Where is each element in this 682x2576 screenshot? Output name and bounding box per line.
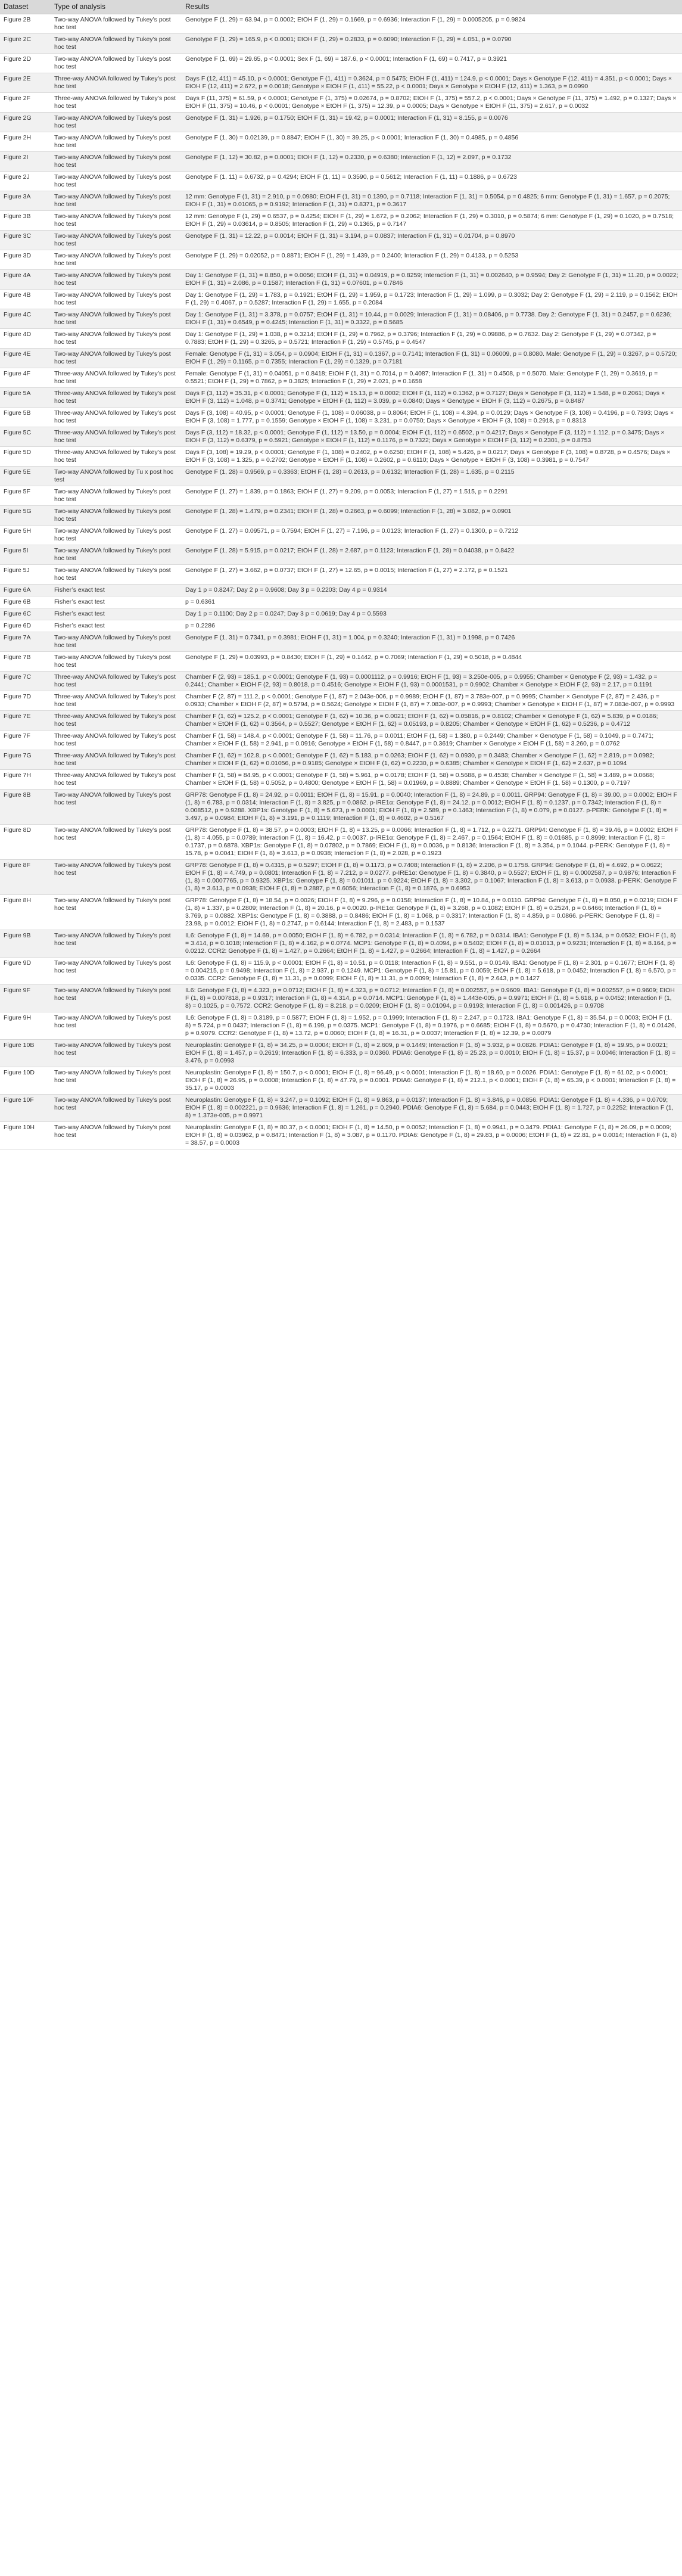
table-row <box>0 486 682 506</box>
cell-results: Day 1: Genotype F (1, 31) = 3.378, p = 0.0757; EtOH F (1, 31) = 10.44, p = 0.0029; Interaction F (1, 31) = 0.08406, p = 0.7738. Day 2: Genotype F (1, 31) = 0.2457, p = 0.6236; EtOH F (1, 31) = 0.6549, p = 0.4245; Interaction F (1, 31) = 0.3322, p = 0.5685 <box>182 309 682 329</box>
table-row <box>0 467 682 486</box>
cell-analysis: Three-way ANOVA followed by Tukey’s post hoc test <box>51 93 182 113</box>
cell-analysis: Three-way ANOVA followed by Tukey’s post hoc test <box>51 368 182 388</box>
table-row <box>0 1095 682 1122</box>
cell-analysis: Two-way ANOVA followed by Tukey’s post hoc test <box>51 1067 182 1095</box>
table-row <box>0 329 682 349</box>
cell-analysis: Three-way ANOVA followed by Tukey’s post hoc test <box>51 73 182 93</box>
table-row <box>0 1012 682 1040</box>
cell-results: Genotype F (1, 29) = 63.94, p = 0.0002; EtOH F (1, 29) = 0.1669, p = 0.6936; Interaction F (1, 29) = 0.0005205, p = 0.9824 <box>182 14 682 34</box>
cell-analysis: Two-way ANOVA followed by Tukey’s post hoc test <box>51 152 182 172</box>
cell-dataset: Figure 4C <box>0 309 51 329</box>
table-row <box>0 506 682 526</box>
cell-results: Female: Genotype F (1, 31) = 0.04051, p = 0.8418; EtOH F (1, 31) = 0.7014, p = 0.4087; Interaction F (1, 31) = 0.4508, p = 0.5070. Male: Genotype F (1, 29) = 0.3619, p = 0.5521; EtOH F (1, 29) = 0.7862, p = 0.3825; Interaction F (1, 29) = 2.021, p = 0.1658 <box>182 368 682 388</box>
cell-results: 12 mm: Genotype F (1, 29) = 0.6537, p = 0.4254; EtOH F (1, 29) = 1.672, p = 0.2062; Interaction F (1, 29) = 0.3010, p = 0.5874; 6 mm: Genotype F (1, 29) = 0.1020, p = 0.7518; EtOH F (1, 29) = 0.03614, p = 0.8505; Interaction F (1, 29) = 0.1365, p = 0.7147 <box>182 211 682 231</box>
table-row <box>0 309 682 329</box>
cell-analysis: Two-way ANOVA followed by Tukey’s post hoc test <box>51 211 182 231</box>
cell-analysis: Two-way ANOVA followed by Tukey’s post hoc test <box>51 1122 182 1149</box>
cell-results: Chamber F (1, 58) = 84.95, p < 0.0001; Genotype F (1, 58) = 5.961, p = 0.0178; EtOH F (1, 58) = 0.5688, p = 0.4538; Chamber × Genotype F (1, 58) = 3.489, p = 0.0668; Chamber × EtOH F (1, 58) = 0.5052, p = 0.4800; Genotype × EtOH F (1, 58) = 0.01969, p = 0.8889; Chamber × Genotype × EtOH F (1, 58) = 0.1300, p = 0.7197 <box>182 770 682 790</box>
table-body <box>0 14 682 1149</box>
cell-analysis: Two-way ANOVA followed by Tukey’s post hoc test <box>51 54 182 73</box>
table-row <box>0 349 682 368</box>
cell-results: Days F (3, 108) = 19.29, p < 0.0001; Genotype F (1, 108) = 0.2402, p = 0.6250; EtOH F (1, 108) = 5.426, p = 0.0217; Days × Genotype F (3, 108) = 0.8728, p = 0.4576; Days × EtOH F (3, 108) = 1.325, p = 0.2702; Genotype × EtOH F (1, 108) = 0.2602, p = 0.6110; Days × Genotype × EtOH F (3, 108) = 0.3981, p = 0.7547 <box>182 447 682 467</box>
table-row <box>0 770 682 790</box>
cell-analysis: Two-way ANOVA followed by Tukey’s post hoc test <box>51 825 182 860</box>
cell-analysis: Two-way ANOVA followed by Tukey’s post hoc test <box>51 652 182 672</box>
cell-dataset: Figure 7G <box>0 750 51 770</box>
table-row <box>0 691 682 711</box>
table-row <box>0 958 682 985</box>
cell-dataset: Figure 5C <box>0 427 51 447</box>
header-analysis: Type of analysis <box>51 0 182 14</box>
cell-dataset: Figure 10B <box>0 1040 51 1067</box>
table-row <box>0 596 682 608</box>
cell-results: IL6: Genotype F (1, 8) = 115.9, p < 0.0001; EtOH F (1, 8) = 10.51, p = 0.0118; Interaction F (1, 8) = 9.551, p = 0.0149. IBA1: Genotype F (1, 8) = 2.301, p = 0.1677; EtOH F (1, 8) = 0.004215, p = 0.9498; Interaction F (1, 8) = 2.937, p = 0.1249. MCP1: Genotype F (1, 8) = 15.81, p = 0.0059; EtOH F (1, 8) = 5.618, p = 0.0452; Interaction F (1, 8) = 6.570, p = 0.0335. CCR2: Genotype F (1, 8) = 11.31, p = 0.0099; EtOH F (1, 8) = 11.31, p = 0.0099; Interaction F (1, 8) = 2.643, p = 0.1427 <box>182 958 682 985</box>
cell-analysis: Fisher’s exact test <box>51 585 182 596</box>
cell-dataset: Figure 8H <box>0 895 51 930</box>
cell-results: Day 1: Genotype F (1, 29) = 1.783, p = 0.1921; EtOH F (1, 29) = 1.959, p = 0.1723; Interaction F (1, 29) = 1.099, p = 0.3032; Day 2: Genotype F (1, 29) = 2.119, p = 0.1562; EtOH F (1, 29) = 0.4067, p = 0.5287; Interaction F (1, 29) = 1.655, p = 0.2084 <box>182 290 682 309</box>
cell-results: Chamber F (1, 62) = 102.8, p < 0.0001; Genotype F (1, 62) = 5.183, p = 0.0263; EtOH F (1, 62) = 0.0930, p = 0.3483; Chamber × Genotype F (1, 62) = 2.819, p = 0.0982; Chamber × EtOH F (1, 62) = 0.01056, p = 0.9185; Genotype × EtOH F (1, 62) = 0.2230, p = 0.6385; Chamber × Genotype × EtOH F (1, 62) = 2.637, p = 0.1094 <box>182 750 682 770</box>
cell-results: Days F (12, 411) = 45.10, p < 0.0001; Genotype F (1, 411) = 0.3624, p = 0.5475; EtOH F (1, 411) = 124.9, p < 0.0001; Days × Genotype F (12, 411) = 4.351, p < 0.0001; Days × EtOH F (12, 411) = 2.672, p = 0.0018; Genotype × EtOH F (1, 411) = 55.22, p < 0.0001; Days × Genotype × EtOH F (12, 411) = 1.363, p = 0.0990 <box>182 73 682 93</box>
cell-dataset: Figure 2H <box>0 132 51 152</box>
cell-results: Neuroplastin: Genotype F (1, 8) = 150.7, p < 0.0001; EtOH F (1, 8) = 96.49, p < 0.0001; Interaction F (1, 8) = 18.60, p = 0.0026. PDIA1: Genotype F (1, 8) = 61.02, p < 0.0001; EtOH F (1, 8) = 26.95, p = 0.0008; Interaction F (1, 8) = 47.79, p = 0.0001. PDIA6: Genotype F (1, 8) = 212.1, p < 0.0001; EtOH F (1, 8) = 65.39, p < 0.0001; Interaction F (1, 8) = 35.17, p = 0.0003 <box>182 1067 682 1095</box>
cell-analysis: Two-way ANOVA followed by Tukey’s post hoc test <box>51 270 182 290</box>
cell-results: Genotype F (1, 69) = 29.65, p < 0.0001; Sex F (1, 69) = 187.6, p < 0.0001; Interaction F (1, 69) = 0.7417, p = 0.3921 <box>182 54 682 73</box>
cell-results: Days F (11, 375) = 61.59, p < 0.0001; Genotype F (1, 375) = 0.02674, p = 0.8702; EtOH F (1, 375) = 557.2, p < 0.0001; Days × Genotype F (11, 375) = 1.492, p = 0.1327; Days × EtOH F (11, 375) = 10.46, p < 0.0001; Genotype × EtOH F (1, 375) = 12.39, p = 0.0005; Days × Genotype × EtOH F (11, 375) = 2.617, p = 0.0032 <box>182 93 682 113</box>
cell-dataset: Figure 4F <box>0 368 51 388</box>
cell-dataset: Figure 5H <box>0 526 51 545</box>
cell-dataset: Figure 2G <box>0 113 51 132</box>
header-results: Results <box>182 0 682 14</box>
cell-analysis: Two-way ANOVA followed by Tukey’s post hoc test <box>51 309 182 329</box>
cell-results: Day 1: Genotype F (1, 29) = 1.038, p = 0.3214; EtOH F (1, 29) = 0.7962, p = 0.3796; Interaction F (1, 29) = 0.09886, p = 0.7632. Day 2: Genotype F (1, 29) = 0.07342, p = 0.7883; EtOH F (1, 29) = 0.3265, p = 0.5721; Interaction F (1, 29) = 0.5745, p = 0.4547 <box>182 329 682 349</box>
table-row <box>0 711 682 731</box>
cell-dataset: Figure 3D <box>0 250 51 270</box>
table-row <box>0 750 682 770</box>
cell-analysis: Two-way ANOVA followed by Tukey’s post hoc test <box>51 113 182 132</box>
cell-analysis: Two-way ANOVA followed by Tukey’s post hoc test <box>51 930 182 958</box>
table-row <box>0 368 682 388</box>
cell-results: GRP78: Genotype F (1, 8) = 38.57, p = 0.0003; EtOH F (1, 8) = 13.25, p = 0.0066; Interaction F (1, 8) = 1.712, p = 0.2271. GRP94: Genotype F (1, 8) = 39.46, p = 0.0002; EtOH F (1, 8) = 4.055, p = 0.0789; Interaction F (1, 8) = 16.42, p = 0.0037. p-IRE1α: Genotype F (1, 8) = 2.467, p = 0.1564; EtOH F (1, 8) = 0.01685, p = 0.8999; Interaction F (1, 8) = 0.1737, p = 0.6878. XBP1s: Genotype F (1, 8) = 0.07802, p = 0.7869; EtOH F (1, 8) = 0.0036, p = 0.8136; Interaction F (1, 8) = 3.354, p = 0.1044. p-PERK: Genotype F (1, 8) = 15.78, p = 0.0041; EtOH F (1, 8) = 3.613, p = 0.0938; Interaction F (1, 8) = 2.028, p = 0.1923 <box>182 825 682 860</box>
table-row <box>0 1122 682 1149</box>
table-row <box>0 152 682 172</box>
cell-results: Genotype F (1, 27) = 0.09571, p = 0.7594; EtOH F (1, 27) = 7.196, p = 0.0123; Interaction F (1, 27) = 0.1300, p = 0.7212 <box>182 526 682 545</box>
table-row <box>0 565 682 585</box>
cell-results: Genotype F (1, 31) = 1.926, p = 0.1750; EtOH F (1, 31) = 19.42, p = 0.0001; Interaction F (1, 31) = 8.155, p = 0.0076 <box>182 113 682 132</box>
cell-analysis: Two-way ANOVA followed by Tukey’s post hoc test <box>51 506 182 526</box>
table-row <box>0 408 682 427</box>
cell-results: Days F (3, 112) = 35.31, p < 0.0001; Genotype F (1, 112) = 15.13, p = 0.0002; EtOH F (1, 112) = 0.1362, p = 0.7127; Days × Genotype F (3, 112) = 1.548, p = 0.2061; Days × EtOH F (3, 112) = 1.048, p = 0.3741; Genotype × EtOH F (1, 112) = 3.039, p = 0.0840; Days × Genotype × EtOH F (3, 112) = 0.2675, p = 0.8487 <box>182 388 682 408</box>
cell-analysis: Three-way ANOVA followed by Tukey’s post hoc test <box>51 427 182 447</box>
table-row <box>0 54 682 73</box>
table-row <box>0 388 682 408</box>
cell-analysis: Two-way ANOVA followed by Tukey’s post hoc test <box>51 632 182 652</box>
cell-dataset: Figure 4D <box>0 329 51 349</box>
cell-dataset: Figure 8B <box>0 790 51 825</box>
cell-analysis: Three-way ANOVA followed by Tukey’s post hoc test <box>51 447 182 467</box>
cell-results: Genotype F (1, 27) = 1.839, p = 0.1863; EtOH F (1, 27) = 9.209, p = 0.0053; Interaction F (1, 27) = 1.515, p = 0.2291 <box>182 486 682 506</box>
cell-results: Genotype F (1, 31) = 12.22, p = 0.0014; EtOH F (1, 31) = 3.194, p = 0.0837; Interaction F (1, 31) = 0.01704, p = 0.8970 <box>182 231 682 250</box>
cell-dataset: Figure 8D <box>0 825 51 860</box>
cell-results: Neuroplastin: Genotype F (1, 8) = 80.37, p < 0.0001; EtOH F (1, 8) = 14.50, p = 0.0052; Interaction F (1, 8) = 0.9941, p = 0.3479. PDIA1: Genotype F (1, 8) = 26.09, p = 0.0009; EtOH F (1, 8) = 0.03962, p = 0.8471; Interaction F (1, 8) = 3.087, p = 0.1170. PDIA6: Genotype F (1, 8) = 29.83, p = 0.0006; EtOH F (1, 8) = 22.81, p = 0.0014; Interaction F (1, 8) = 38.57, p = 0.0003 <box>182 1122 682 1149</box>
cell-analysis: Two-way ANOVA followed by Tukey’s post hoc test <box>51 1040 182 1067</box>
cell-dataset: Figure 10F <box>0 1095 51 1122</box>
table-row <box>0 113 682 132</box>
cell-dataset: Figure 3B <box>0 211 51 231</box>
cell-analysis: Two-way ANOVA followed by Tukey’s post hoc test <box>51 14 182 34</box>
cell-results: Day 1 p = 0.8247; Day 2 p = 0.9608; Day 3 p = 0.2203; Day 4 p = 0.9314 <box>182 585 682 596</box>
cell-analysis: Two-way ANOVA followed by Tukey’s post hoc test <box>51 985 182 1012</box>
cell-results: GRP78: Genotype F (1, 8) = 0.4315, p = 0.5297; EtOH F (1, 8) = 0.1173, p = 0.7408; Interaction F (1, 8) = 2.206, p = 0.1758. GRP94: Genotype F (1, 8) = 4.692, p = 0.0622; EtOH F (1, 8) = 4.749, p = 0.0801; Interaction F (1, 8) = 7.212, p = 0.0277. p-IRE1α: Genotype F (1, 8) = 0.3840, p = 0.5527; EtOH F (1, 8) = 0.0002587, p = 0.9876; Interaction F (1, 8) = 0.0007765, p = 0.9325. XBP1s: Genotype F (1, 8) = 0.01011, p = 0.9224; EtOH F (1, 8) = 3.302, p = 0.1067; Interaction F (1, 8) = 3.613, p = 0.0938. p-PERK: Genotype F (1, 8) = 3.613, p = 0.0938; EtOH F (1, 8) = 0.2887, p = 0.6056; Interaction F (1, 8) = 0.1876, p = 0.6953 <box>182 860 682 895</box>
table-row <box>0 652 682 672</box>
cell-dataset: Figure 2E <box>0 73 51 93</box>
cell-results: Neuroplastin: Genotype F (1, 8) = 34.25, p = 0.0004; EtOH F (1, 8) = 2.609, p = 0.1449; Interaction F (1, 8) = 3.932, p = 0.0826. PDIA1: Genotype F (1, 8) = 19.95, p = 0.0021; EtOH F (1, 8) = 1.457, p = 0.2619; Interaction F (1, 8) = 6.333, p = 0.0360. PDIA6: Genotype F (1, 8) = 25.23, p = 0.0010; EtOH F (1, 8) = 15.37, p = 0.0046; Interaction F (1, 8) = 3.476, p = 0.0993 <box>182 1040 682 1067</box>
cell-results: Genotype F (1, 28) = 5.915, p = 0.0217; EtOH F (1, 28) = 2.687, p = 0.1123; Interaction F (1, 28) = 0.04038, p = 0.8422 <box>182 545 682 565</box>
cell-dataset: Figure 10H <box>0 1122 51 1149</box>
cell-dataset: Figure 10D <box>0 1067 51 1095</box>
cell-analysis: Fisher’s exact test <box>51 596 182 608</box>
table-row <box>0 191 682 211</box>
cell-dataset: Figure 4A <box>0 270 51 290</box>
cell-analysis: Two-way ANOVA followed by Tukey’s post hoc test <box>51 895 182 930</box>
cell-results: p = 0.2286 <box>182 620 682 632</box>
cell-results: Chamber F (2, 87) = 111.2, p < 0.0001; Genotype F (1, 87) = 2.043e-006, p = 0.9989; EtOH F (1, 87) = 3.783e-007, p = 0.9995; Chamber × Genotype F (2, 87) = 2.436, p = 0.0933; Chamber × EtOH F (2, 87) = 0.5794, p = 0.5624; Genotype × EtOH F (1, 87) = 7.083e-007, p = 0.9993; Chamber × Genotype × EtOH F (1, 87) = 7.083e-007, p = 0.9993 <box>182 691 682 711</box>
cell-dataset: Figure 3A <box>0 191 51 211</box>
cell-dataset: Figure 2F <box>0 93 51 113</box>
cell-analysis: Three-way ANOVA followed by Tukey’s post hoc test <box>51 750 182 770</box>
table-row <box>0 545 682 565</box>
cell-results: Chamber F (1, 58) = 148.4, p < 0.0001; Genotype F (1, 58) = 11.76, p = 0.0011; EtOH F (1, 58) = 1.380, p = 0.2449; Chamber × Genotype F (1, 58) = 0.1049, p = 0.7471; Chamber × EtOH F (1, 58) = 2.941, p = 0.0916; Genotype × EtOH F (1, 58) = 0.8447, p = 0.3619; Chamber × Genotype × EtOH F (1, 58) = 3.260, p = 0.0762 <box>182 731 682 750</box>
cell-results: Days F (3, 108) = 40.95, p < 0.0001; Genotype F (1, 108) = 0.06038, p = 0.8064; EtOH F (1, 108) = 4.394, p = 0.0129; Days × Genotype F (3, 108) = 0.4196, p = 0.7393; Days × EtOH F (3, 108) = 1.777, p = 0.1559; Genotype × EtOH F (1, 108) = 3.231, p = 0.0750; Days × Genotype × EtOH F (3, 108) = 0.2918, p = 0.8313 <box>182 408 682 427</box>
cell-dataset: Figure 7H <box>0 770 51 790</box>
table-row <box>0 132 682 152</box>
cell-dataset: Figure 6A <box>0 585 51 596</box>
cell-analysis: Two-way ANOVA followed by Tukey’s post hoc test <box>51 526 182 545</box>
cell-analysis: Two-way ANOVA followed by Tukey’s post hoc test <box>51 486 182 506</box>
cell-results: Female: Genotype F (1, 31) = 3.054, p = 0.0904; EtOH F (1, 31) = 0.1367, p = 0.7141; Interaction F (1, 31) = 0.06009, p = 0.8080. Male: Genotype F (1, 29) = 0.3267, p = 0.5720; EtOH F (1, 29) = 0.1165, p = 0.7355; Interaction F (1, 29) = 0.1329, p = 0.7181 <box>182 349 682 368</box>
cell-analysis: Three-way ANOVA followed by Tukey’s post hoc test <box>51 672 182 691</box>
table-header <box>0 0 682 14</box>
cell-dataset: Figure 5G <box>0 506 51 526</box>
cell-results: GRP78: Genotype F (1, 8) = 24.92, p = 0.0011; EtOH F (1, 8) = 15.91, p = 0.0040; Interaction F (1, 8) = 24.89, p = 0.0011. GRP94: Genotype F (1, 8) = 39.00, p = 0.0002; EtOH F (1, 8) = 6.783, p = 0.0314; Interaction F (1, 8) = 3.825, p = 0.0862. p-IRE1α: Genotype F (1, 8) = 24.12, p = 0.0012; EtOH F (1, 8) = 0.1237, p = 0.7342; Interaction F (1, 8) = 0.008512, p = 0.9288. XBP1s: Genotype F (1, 8) = 5.673, p = 0.0001; EtOH F (1, 8) = 2.589, p = 0.1463; Interaction F (1, 8) = 0.079, p = 0.0127. p-PERK: Genotype F (1, 8) = 3.497, p = 0.0984; EtOH F (1, 8) = 3.191, p = 0.1119; Interaction F (1, 8) = 0.4602, p = 0.5167 <box>182 790 682 825</box>
header-row <box>0 0 682 14</box>
cell-analysis: Two-way ANOVA followed by Tukey’s post hoc test <box>51 860 182 895</box>
cell-analysis: Two-way ANOVA followed by Tukey’s post hoc test <box>51 132 182 152</box>
cell-analysis: Two-way ANOVA followed by Tukey’s post hoc test <box>51 231 182 250</box>
table-row <box>0 172 682 191</box>
cell-dataset: Figure 4E <box>0 349 51 368</box>
table-row <box>0 672 682 691</box>
cell-analysis: Three-way ANOVA followed by Tukey’s post hoc test <box>51 691 182 711</box>
table-row <box>0 790 682 825</box>
cell-dataset: Figure 2C <box>0 34 51 54</box>
cell-results: IL6: Genotype F (1, 8) = 4.323, p = 0.0712; EtOH F (1, 8) = 4.323, p = 0.0712; Interaction F (1, 8) = 0.002557, p = 0.9609. IBA1: Genotype F (1, 8) = 0.002557, p = 0.9609; EtOH F (1, 8) = 0.007818, p = 0.9317; Interaction F (1, 8) = 4.314, p = 0.0714. MCP1: Genotype F (1, 8) = 1.443e-005, p = 0.9971; EtOH F (1, 8) = 5.618, p = 0.0452; Interaction F (1, 8) = 0.1025, p = 0.7572. CCR2: Genotype F (1, 8) = 8.218, p = 0.0209; EtOH F (1, 8) = 0.01094, p = 0.9193; Interaction F (1, 8) = 0.001426, p = 0.9708 <box>182 985 682 1012</box>
table-row <box>0 34 682 54</box>
table-row <box>0 825 682 860</box>
cell-dataset: Figure 5D <box>0 447 51 467</box>
cell-dataset: Figure 9D <box>0 958 51 985</box>
cell-results: Genotype F (1, 29) = 0.02052, p = 0.8871; EtOH F (1, 29) = 1.439, p = 0.2400; Interaction F (1, 29) = 0.4133, p = 0.5253 <box>182 250 682 270</box>
table-row <box>0 211 682 231</box>
cell-results: Genotype F (1, 12) = 30.82, p = 0.0001; EtOH F (1, 12) = 0.2330, p = 0.6380; Interaction F (1, 12) = 2.097, p = 0.1732 <box>182 152 682 172</box>
table-row <box>0 632 682 652</box>
cell-dataset: Figure 7E <box>0 711 51 731</box>
table-row <box>0 447 682 467</box>
cell-dataset: Figure 5J <box>0 565 51 585</box>
cell-results: IL6: Genotype F (1, 8) = 14.69, p = 0.0050; EtOH F (1, 8) = 6.782, p = 0.0314; Interaction F (1, 8) = 6.782, p = 0.0314. IBA1: Genotype F (1, 8) = 5.134, p = 0.0532; EtOH F (1, 8) = 3.414, p = 0.1018; Interaction F (1, 8) = 4.162, p = 0.0774. MCP1: Genotype F (1, 8) = 0.4094, p = 0.5402; EtOH F (1, 8) = 0.01013, p = 0.9231; Interaction F (1, 8) = 8.164, p = 0.0212. CCR2: Genotype F (1, 8) = 1.427, p = 0.2664; EtOH F (1, 8) = 1.427, p = 0.2664; Interaction F (1, 8) = 1.427, p = 0.2664 <box>182 930 682 958</box>
cell-results: Chamber F (2, 93) = 185.1, p < 0.0001; Genotype F (1, 93) = 0.0001112, p = 0.9916; EtOH F (1, 93) = 3.250e-005, p = 0.9955; Chamber × Genotype F (2, 93) = 1.432, p = 0.2441; Chamber × EtOH F (2, 93) = 0.8018, p = 0.4516; Genotype × EtOH F (1, 93) = 0.0001531, p = 0.9902; Chamber × Genotype × EtOH F (2, 93) = 2.17, p = 0.1191 <box>182 672 682 691</box>
cell-analysis: Two-way ANOVA followed by Tukey’s post hoc test <box>51 191 182 211</box>
table-row <box>0 860 682 895</box>
cell-analysis: Three-way ANOVA followed by Tukey’s post hoc test <box>51 770 182 790</box>
table-row <box>0 427 682 447</box>
cell-results: IL6: Genotype F (1, 8) = 0.3189, p = 0.5877; EtOH F (1, 8) = 1.952, p = 0.1999; Interaction F (1, 8) = 2.247, p = 0.1723. IBA1: Genotype F (1, 8) = 35.54, p = 0.0003; EtOH F (1, 8) = 5.724, p = 0.0437; Interaction F (1, 8) = 6.199, p = 0.0375. MCP1: Genotype F (1, 8) = 0.1976, p = 0.6685; EtOH F (1, 8) = 0.5670, p = 0.4730; Interaction F (1, 8) = 0.01426, p = 0.9079. CCR2: Genotype F (1, 8) = 13.72, p = 0.0060; EtOH F (1, 8) = 16.31, p = 0.0037; Interaction F (1, 8) = 12.39, p = 0.0079 <box>182 1012 682 1040</box>
cell-results: 12 mm: Genotype F (1, 31) = 2.910, p = 0.0980; EtOH F (1, 31) = 0.1390, p = 0.7118; Interaction F (1, 31) = 0.5054, p = 0.4825; 6 mm: Genotype F (1, 31) = 1.657, p = 0.2075; EtOH F (1, 31) = 0.01065, p = 0.9192; Interaction F (1, 31) = 0.8371, p = 0.3617 <box>182 191 682 211</box>
cell-results: GRP78: Genotype F (1, 8) = 18.54, p = 0.0026; EtOH F (1, 8) = 9.296, p = 0.0158; Interaction F (1, 8) = 10.84, p = 0.0110. GRP94: Genotype F (1, 8) = 8.050, p = 0.0219; EtOH F (1, 8) = 1.337, p = 0.2809; Interaction F (1, 8) = 20.16, p = 0.0020. p-IRE1α: Genotype F (1, 8) = 3.268, p = 0.1082; EtOH F (1, 8) = 0.2524, p = 0.6466; Interaction F (1, 8) = 3.769, p = 0.0882. XBP1s: Genotype F (1, 8) = 0.3888, p = 0.8486; EtOH F (1, 8) = 1.068, p = 0.3317; Interaction F (1, 8) = 4.859, p = 0.0866. p-PERK: Genotype F (1, 8) = 23.98, p = 0.0012; EtOH F (1, 8) = 0.2747, p = 0.6144; Interaction F (1, 8) = 2.483, p = 0.1537 <box>182 895 682 930</box>
table-row <box>0 290 682 309</box>
cell-dataset: Figure 7F <box>0 731 51 750</box>
cell-analysis: Two-way ANOVA followed by Tukey’s post hoc test <box>51 250 182 270</box>
cell-dataset: Figure 7D <box>0 691 51 711</box>
cell-analysis: Two-way ANOVA followed by Tukey’s post hoc test <box>51 545 182 565</box>
table-row <box>0 930 682 958</box>
cell-results: Genotype F (1, 31) = 0.7341, p = 0.3981; EtOH F (1, 31) = 1.004, p = 0.3240; Interaction F (1, 31) = 0.1998, p = 0.7426 <box>182 632 682 652</box>
table-row <box>0 1040 682 1067</box>
cell-results: Neuroplastin: Genotype F (1, 8) = 3.247, p = 0.1092; EtOH F (1, 8) = 9.863, p = 0.0137; Interaction F (1, 8) = 3.846, p = 0.0856. PDIA1: Genotype F (1, 8) = 4.336, p = 0.0709; EtOH F (1, 8) = 0.002221, p = 0.9636; Interaction F (1, 8) = 1.261, p = 0.2940. PDIA6: Genotype F (1, 8) = 5.684, p = 0.0443; EtOH F (1, 8) = 1.727, p = 0.2252; Interaction F (1, 8) = 1.373e-005, p = 0.9971 <box>182 1095 682 1122</box>
table-row <box>0 985 682 1012</box>
cell-analysis: Two-way ANOVA followed by Tukey’s post hoc test <box>51 565 182 585</box>
cell-dataset: Figure 5E <box>0 467 51 486</box>
cell-results: Day 1: Genotype F (1, 31) = 8.850, p = 0.0056; EtOH F (1, 31) = 0.04919, p = 0.8259; Interaction F (1, 31) = 0.002640, p = 0.9594; Day 2: Genotype F (1, 31) = 11.20, p = 0.0022; EtOH F (1, 31) = 2.086, p = 0.1587; Interaction F (1, 31) = 0.07601, p = 0.7846 <box>182 270 682 290</box>
cell-dataset: Figure 2D <box>0 54 51 73</box>
cell-results: Genotype F (1, 29) = 0.03993, p = 0.8430; EtOH F (1, 29) = 0.1442, p = 0.7069; Interaction F (1, 29) = 0.5018, p = 0.4844 <box>182 652 682 672</box>
table-row <box>0 585 682 596</box>
cell-dataset: Figure 5F <box>0 486 51 506</box>
cell-dataset: Figure 5I <box>0 545 51 565</box>
cell-results: Genotype F (1, 29) = 165.9, p < 0.0001; EtOH F (1, 29) = 0.2833, p = 0.6090; Interaction F (1, 29) = 4.051, p = 0.0790 <box>182 34 682 54</box>
table-row <box>0 608 682 620</box>
cell-dataset: Figure 6D <box>0 620 51 632</box>
cell-dataset: Figure 7A <box>0 632 51 652</box>
cell-results: Genotype F (1, 28) = 0.9569, p = 0.3363; EtOH F (1, 28) = 0.2613, p = 0.6132; Interaction F (1, 28) = 1.635, p = 0.2115 <box>182 467 682 486</box>
cell-dataset: Figure 6B <box>0 596 51 608</box>
cell-dataset: Figure 9F <box>0 985 51 1012</box>
cell-analysis: Two-way ANOVA followed by Tukey’s post hoc test <box>51 349 182 368</box>
cell-analysis: Fisher’s exact test <box>51 608 182 620</box>
cell-dataset: Figure 7C <box>0 672 51 691</box>
cell-results: Days F (3, 112) = 18.32, p < 0.0001; Genotype F (1, 112) = 13.50, p = 0.0004; EtOH F (1, 112) = 0.6502, p = 0.4217; Days × Genotype F (3, 112) = 1.112, p = 0.3475; Days × EtOH F (3, 112) = 0.6379, p = 0.5921; Genotype × EtOH F (1, 112) = 0.1176, p = 0.7322; Days × Genotype × EtOH F (3, 112) = 0.2301, p = 0.8753 <box>182 427 682 447</box>
cell-analysis: Two-way ANOVA followed by Tukey’s post hoc test <box>51 958 182 985</box>
cell-results: Day 1 p = 0.1100; Day 2 p = 0.0247; Day 3 p = 0.0619; Day 4 p = 0.5593 <box>182 608 682 620</box>
cell-analysis: Three-way ANOVA followed by Tukey’s post hoc test <box>51 388 182 408</box>
cell-analysis: Two-way ANOVA followed by Tukey’s post hoc test <box>51 329 182 349</box>
document-page <box>0 0 682 1149</box>
table-row <box>0 270 682 290</box>
cell-dataset: Figure 2J <box>0 172 51 191</box>
table-row <box>0 14 682 34</box>
table-row <box>0 73 682 93</box>
cell-results: Genotype F (1, 30) = 0.02139, p = 0.8847; EtOH F (1, 30) = 39.25, p < 0.0001; Interaction F (1, 30) = 0.4985, p = 0.4856 <box>182 132 682 152</box>
cell-analysis: Two-way ANOVA followed by Tukey’s post hoc test <box>51 1012 182 1040</box>
cell-results: Genotype F (1, 11) = 0.6732, p = 0.4294; EtOH F (1, 11) = 0.3590, p = 0.5612; Interaction F (1, 11) = 0.1886, p = 0.6723 <box>182 172 682 191</box>
cell-analysis: Two-way ANOVA followed by Tukey’s post hoc test <box>51 172 182 191</box>
cell-dataset: Figure 4B <box>0 290 51 309</box>
table-row <box>0 620 682 632</box>
cell-analysis: Two-way ANOVA followed by Tu x post hoc test <box>51 467 182 486</box>
table-row <box>0 231 682 250</box>
cell-analysis: Two-way ANOVA followed by Tukey’s post hoc test <box>51 790 182 825</box>
table-row <box>0 526 682 545</box>
cell-dataset: Figure 9H <box>0 1012 51 1040</box>
cell-dataset: Figure 2I <box>0 152 51 172</box>
cell-results: Genotype F (1, 28) = 1.479, p = 0.2341; EtOH F (1, 28) = 0.2663, p = 0.6099; Interaction F (1, 28) = 3.082, p = 0.0901 <box>182 506 682 526</box>
header-dataset: Dataset <box>0 0 51 14</box>
cell-analysis: Two-way ANOVA followed by Tukey’s post hoc test <box>51 34 182 54</box>
statistics-table <box>0 0 682 1149</box>
cell-analysis: Three-way ANOVA followed by Tukey’s post hoc test <box>51 711 182 731</box>
cell-results: p = 0.6361 <box>182 596 682 608</box>
cell-analysis: Three-way ANOVA followed by Tukey’s post hoc test <box>51 731 182 750</box>
table-row <box>0 93 682 113</box>
cell-dataset: Figure 6C <box>0 608 51 620</box>
cell-results: Genotype F (1, 27) = 3.662, p = 0.0737; EtOH F (1, 27) = 12.65, p = 0.0015; Interaction F (1, 27) = 2.172, p = 0.1521 <box>182 565 682 585</box>
table-row <box>0 731 682 750</box>
cell-dataset: Figure 7B <box>0 652 51 672</box>
cell-analysis: Three-way ANOVA followed by Tukey’s post hoc test <box>51 408 182 427</box>
table-row <box>0 895 682 930</box>
cell-analysis: Fisher’s exact test <box>51 620 182 632</box>
cell-results: Chamber F (1, 62) = 125.2, p < 0.0001; Genotype F (1, 62) = 10.36, p = 0.0021; EtOH F (1, 62) = 0.05816, p = 0.8102; Chamber × Genotype F (1, 62) = 5.839, p = 0.0186; Chamber × EtOH F (1, 62) = 0.3564, p = 0.5527; Genotype × EtOH F (1, 62) = 0.05193, p = 0.8205; Chamber × Genotype × EtOH F (1, 62) = 0.5236, p = 0.4712 <box>182 711 682 731</box>
cell-dataset: Figure 5A <box>0 388 51 408</box>
cell-dataset: Figure 3C <box>0 231 51 250</box>
table-row <box>0 1067 682 1095</box>
cell-dataset: Figure 8F <box>0 860 51 895</box>
cell-dataset: Figure 5B <box>0 408 51 427</box>
table-row <box>0 250 682 270</box>
cell-analysis: Two-way ANOVA followed by Tukey’s post hoc test <box>51 290 182 309</box>
cell-analysis: Two-way ANOVA followed by Tukey’s post hoc test <box>51 1095 182 1122</box>
cell-dataset: Figure 2B <box>0 14 51 34</box>
cell-dataset: Figure 9B <box>0 930 51 958</box>
